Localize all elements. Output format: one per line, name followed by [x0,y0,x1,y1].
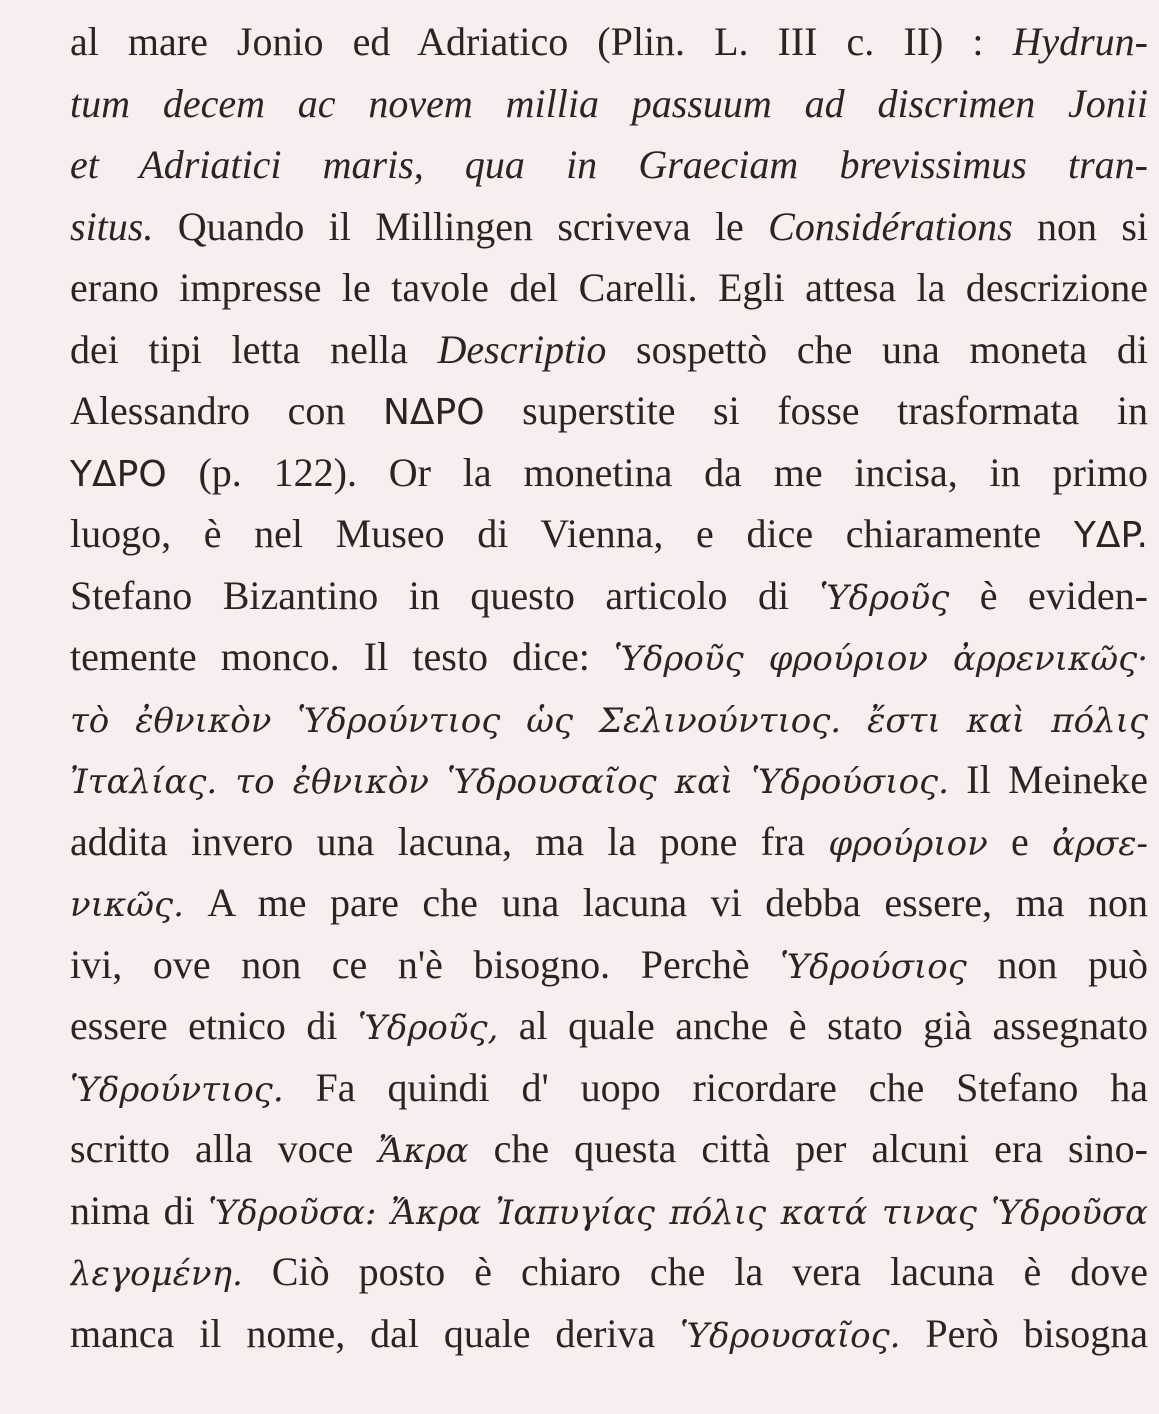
text-segment: Quando il Millingen scriveva le [153,203,769,249]
text-segment: scritto alla voce [70,1126,379,1171]
text-segment: al quale anche è stato già assegnato [498,1003,1148,1048]
text-line [70,1064,1148,1112]
text-line [70,1187,1148,1235]
greek-text: τὸ ἐθνικὸν Ὑδρούντιος ὡς Σελινούντιος. ἔστι καὶ πόλις [70,700,1148,741]
text-line [70,449,1148,497]
text-line [70,1125,1148,1173]
greek-text: λεγομένη. [70,1254,243,1294]
text-segment: al mare Jonio ed Adriatico (Plin. L. III c. II) : [70,19,1013,64]
text-line [70,1310,1148,1358]
text-segment: che questa città per alcuni era sino- [468,1126,1148,1171]
text-segment: dei tipi letta nella [70,326,438,372]
greek-text: φρούριον [828,823,988,864]
text-line [70,141,1148,189]
text-segment: non può [966,941,1148,987]
text-line [70,264,1148,312]
text-segment: addita invero una lacuna, ma la pone fra [70,818,829,864]
italic-text: Descriptio [437,326,607,372]
greek-text: Ὑδρούντιος. [70,1069,284,1110]
text-segment: e [987,818,1053,864]
text-segment: Fa quindi d' uopo ricordare che Stefano ha [283,1064,1148,1110]
greek-text: Ἰταλίας. το ἐθνικὸν Ὑδρουσαῖος καὶ Ὑδρούσιος. [70,762,949,802]
italic-text: et Adriatici maris, qua in Graeciam brevissimus tran- [70,142,1148,187]
text-line [70,941,1148,989]
text-segment: essere etnico di [70,1003,358,1048]
greek-text: Ὑδρουσαῖος. [680,1315,901,1356]
greek-text: ἀρσε- [1052,823,1148,864]
greek-text: Ὑδροῦς φρούριον ἀρρενικῶς· [614,639,1148,679]
text-segment: Stefano Bizantino in questo articolo di [70,572,820,618]
text-segment: sospettò che una moneta di [606,326,1148,372]
text-segment: è eviden- [949,572,1148,618]
italic-text: tum decem ac novem millia passuum ad discrimen Jonii [70,80,1148,126]
text-segment: non si [1012,203,1148,249]
text-segment: nima di [70,1187,209,1233]
italic-text: Considérations [768,203,1013,249]
text-line [70,387,1148,435]
text-segment: (p. 122). Or la monetina da me incisa, in primo [166,449,1148,495]
greek-text: Ὑδροῦς [819,577,950,618]
greek-text: Ἄκρα [378,1131,469,1171]
coin-legend: YΔP. [1073,515,1148,556]
text-line [70,1002,1148,1050]
text-line [70,756,1148,804]
text-line [70,203,1148,251]
text-line [70,510,1148,558]
text-segment: superstite si fosse trasformata in [484,388,1148,433]
italic-text: Hydrun- [1012,19,1148,64]
text-line [70,18,1148,66]
greek-text: Ὑδροῦσα: Ἄκρα Ἰαπυγίας πόλις κατά τινας Ὑδροῦσα [208,1192,1148,1233]
greek-text: Ὑδροῦς, [357,1008,499,1048]
text-segment: Ciò posto è chiaro che la vera lacuna è dove [242,1249,1148,1294]
text-segment: ivi, ove non ce n'è bisogno. Perchè [70,941,781,987]
text-segment: A me pare che una lacuna vi debba essere, ma non [183,880,1148,925]
italic-text: situs. [70,203,154,249]
text-line [70,326,1148,374]
coin-legend: NΔPO [382,392,485,433]
greek-text: Ὑδρούσιος [780,946,967,987]
text-segment: Il Meineke [948,757,1148,802]
text-line [70,818,1148,866]
text-line [70,879,1148,927]
text-segment: manca il nome, dal quale deriva [70,1310,681,1356]
text-segment: Però bisogna [900,1310,1148,1356]
text-segment: erano impresse le tavole del Carelli. Egli attesa la descrizione [70,265,1148,310]
text-line [70,1248,1148,1296]
text-segment: luogo, è nel Museo di Vienna, e dice chiaramente [70,511,1074,556]
text-line [70,572,1148,620]
text-segment: Alessandro con [70,388,383,433]
text-line [70,633,1148,681]
text-segment: temente monco. Il testo dice: [70,634,615,679]
text-line [70,80,1148,128]
text-line [70,695,1148,743]
greek-text: νικῶς. [70,885,184,925]
coin-legend: YΔPO [70,453,167,495]
